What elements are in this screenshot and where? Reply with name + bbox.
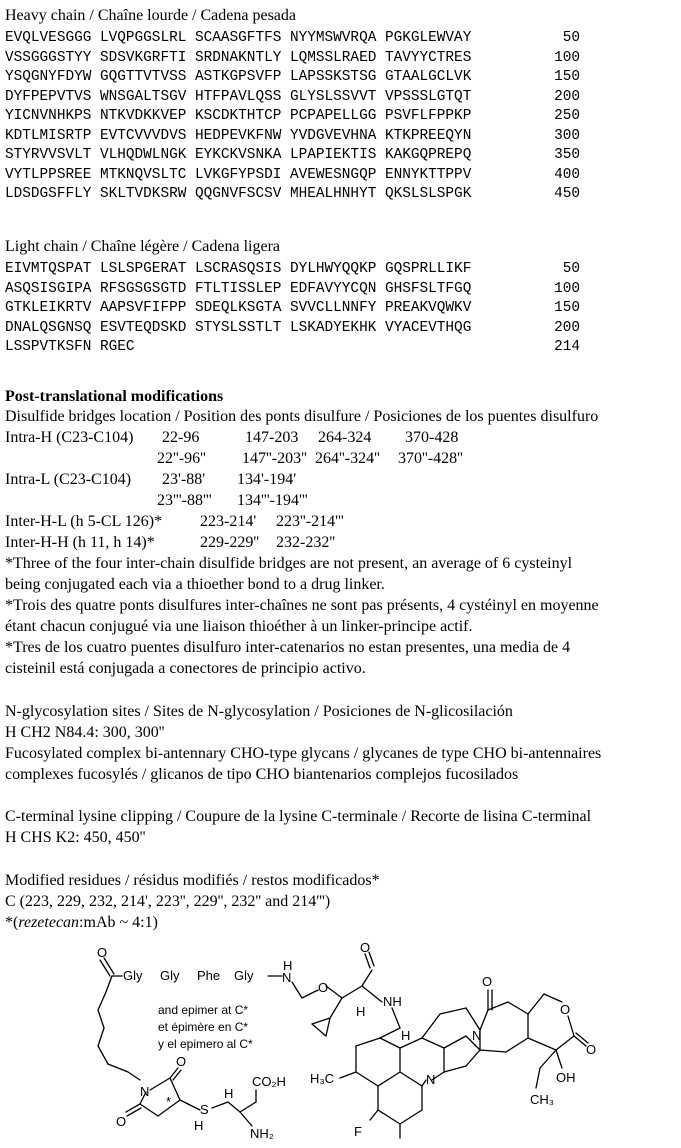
intra-h-pair: 370''-428'' bbox=[398, 450, 463, 467]
sequence-residues: STYRVVSVLT VLHQDWLNGK EYKCKVSNKA LPAPIEKTIS KAKGQPREPQ bbox=[5, 147, 472, 163]
heavy-chain-sequence bbox=[5, 29, 580, 205]
ratio-prefix: *( bbox=[5, 914, 19, 931]
lysine-clipping-sites: H CHS K2: 450, 450'' bbox=[5, 829, 146, 846]
linker-residue: Phe bbox=[197, 968, 221, 983]
heavy-chain-row bbox=[5, 185, 580, 205]
atom-label: H bbox=[356, 1004, 366, 1019]
note-en-line1: *Three of the four inter-chain disulfide bridges are not present, an average of 6 cysteinyl bbox=[5, 555, 573, 572]
atom-label: * bbox=[166, 1094, 172, 1109]
atom-label: O bbox=[482, 974, 493, 989]
note-es-line1: *Tres de los cuatro puentes disulfuro inter-catenarios no estan presentes, una media de 4 bbox=[5, 639, 571, 656]
epimer-note-en: and epimer at C* bbox=[158, 1003, 249, 1017]
intra-h-pair: 264-324 bbox=[318, 429, 372, 446]
intra-h-pair: 264''-324'' bbox=[315, 450, 380, 467]
epimer-note-es: y el epimero al C* bbox=[158, 1037, 253, 1051]
atom-label: O bbox=[586, 1042, 597, 1057]
atom-label: N bbox=[426, 1072, 436, 1087]
heavy-chain-row bbox=[5, 49, 580, 69]
sequence-residues: VSSGGGSTYY SDSVKGRFTI SRDNAKNTLY LQMSSLRAED TAVYYCTRES bbox=[5, 49, 472, 66]
intra-h-pair: 147-203 bbox=[245, 429, 299, 446]
atom-label: O bbox=[116, 1114, 127, 1129]
atom-label: H bbox=[224, 1086, 234, 1101]
heavy-chain-row bbox=[5, 107, 580, 127]
atom-label: H bbox=[283, 958, 293, 973]
atom-label: O bbox=[560, 1002, 571, 1017]
atom-label: N bbox=[282, 970, 292, 985]
sequence-position-number: 200 bbox=[554, 88, 580, 105]
sequence-residues: EIVMTQSPAT LSLSPGERAT LSCRASQSIS DYLHWYQQKP GQSPRLLIKF bbox=[5, 261, 472, 277]
sequence-position-number: 250 bbox=[554, 108, 580, 124]
intra-l-pair: 23'''-88''' bbox=[157, 492, 212, 509]
sequence-position-number: 200 bbox=[554, 319, 580, 336]
sequence-residues: EVQLVESGGG LVQPGGSLRL SCAASGFTFS NYYMSWVRQA PGKGLEWVAY bbox=[5, 30, 472, 46]
modified-residues-list: C (223, 229, 232, 214', 223'', 229'', 232'' and 214''') bbox=[5, 893, 331, 910]
heavy-chain-row bbox=[5, 166, 580, 186]
sequence-residues: ASQSISGIPA RFSGSGSGTD FTLTISSLEP EDFAVYYCQN GHSFSLTFGQ bbox=[5, 280, 472, 297]
epimer-note-fr: et épimère en C* bbox=[158, 1020, 249, 1034]
atom-label: NH bbox=[383, 994, 402, 1009]
note-fr-line1: *Trois des quatre ponts disulfures inter-chaînes ne sont pas présents, 4 cystéinyl en moyenne bbox=[5, 597, 599, 614]
light-chain-row bbox=[5, 299, 580, 319]
light-chain-row bbox=[5, 280, 580, 300]
lysine-clipping-heading: C-terminal lysine clipping / Coupure de la lysine C-terminale / Recorte de lisina C-terminal bbox=[5, 808, 592, 825]
light-chain-heading: Light chain / Chaîne légère / Cadena ligera bbox=[5, 238, 280, 255]
glycan-description-line2: complexes fucosylés / glicanos de tipo CHO biantenarios complejos fucosilados bbox=[5, 766, 519, 783]
heavy-chain-row bbox=[5, 68, 580, 88]
intra-h-pair: 147''-203'' bbox=[242, 450, 307, 467]
intra-h-label: Intra-H (C23-C104) bbox=[5, 429, 134, 446]
atom-label: H bbox=[194, 1118, 204, 1133]
sequence-position-number: 214 bbox=[554, 339, 580, 355]
sequence-position-number: 50 bbox=[562, 261, 580, 277]
intra-h-pair: 22''-96'' bbox=[157, 450, 206, 467]
sequence-position-number: 150 bbox=[554, 300, 580, 316]
linker-residue: Gly bbox=[123, 968, 143, 983]
atom-label: CO₂H bbox=[252, 1074, 286, 1089]
ratio-suffix: :mAb ~ 4:1) bbox=[79, 914, 158, 931]
light-chain-row bbox=[5, 260, 580, 280]
inter-hl-label: Inter-H-L (h 5-CL 126)* bbox=[5, 513, 163, 530]
sequence-position-number: 400 bbox=[554, 166, 580, 183]
sequence-residues: DYFPEPVTVS WNSGALTSGV HTFPAVLQSS GLYSLSSVVT VPSSSLGTQT bbox=[5, 88, 472, 105]
inter-hh-label: Inter-H-H (h 11, h 14)* bbox=[5, 534, 155, 551]
heavy-chain-heading: Heavy chain / Chaîne lourde / Cadena pesada bbox=[5, 7, 296, 24]
glycan-description-line1: Fucosylated complex bi-antennary CHO-type glycans / glycanes de type CHO bi-antennaires bbox=[5, 745, 602, 762]
atom-label: N bbox=[140, 1084, 150, 1099]
heavy-chain-row bbox=[5, 146, 580, 166]
atom-label: CH₃ bbox=[530, 1092, 555, 1107]
linker-residue: Gly bbox=[160, 968, 180, 983]
note-en-line2: being conjugated each via a thioether bond to a drug linker. bbox=[5, 576, 385, 593]
inter-hl-pair: 223''-214''' bbox=[276, 513, 344, 530]
sequence-position-number: 350 bbox=[554, 147, 580, 163]
glycosylation-sites: H CH2 N84.4: 300, 300'' bbox=[5, 724, 165, 741]
sequence-residues: GTKLEIKRTV AAPSVFIFPP SDEQLKSGTA SVVCLLNNFY PREAKVQWKV bbox=[5, 300, 472, 316]
atom-label: NH₂ bbox=[250, 1126, 274, 1141]
drug-antibody-ratio bbox=[5, 913, 158, 933]
sequence-residues: KDTLMISRTP EVTCVVVDVS HEDPEVKFNW YVDGVEVHNA KTKPREEQYN bbox=[5, 127, 472, 144]
glycosylation-heading: N-glycosylation sites / Sites de N-glycosylation / Posiciones de N-glicosilación bbox=[5, 703, 513, 720]
sequence-position-number: 100 bbox=[554, 49, 580, 66]
sequence-position-number: 100 bbox=[554, 280, 580, 297]
heavy-chain-row bbox=[5, 88, 580, 108]
atom-label: H bbox=[401, 1028, 411, 1043]
atom-label: O bbox=[176, 1054, 187, 1069]
intra-l-pair: 134'''-194''' bbox=[237, 492, 308, 509]
sequence-position-number: 450 bbox=[554, 186, 580, 202]
note-es-line2: cisteinil está conjugada a conectores de principio activo. bbox=[5, 660, 366, 677]
ptm-title: Post-translational modifications bbox=[5, 388, 224, 405]
chemical-structure bbox=[0, 940, 681, 1143]
light-chain-sequence bbox=[5, 260, 580, 358]
sequence-residues: LDSDGSFFLY SKLTVDKSRW QQGNVFSCSV MHEALHNHYT QKSLSLSPGK bbox=[5, 186, 472, 202]
sequence-residues: YICNVNHKPS NTKVDKKVEP KSCDKTHTCP PCPAPELLGG PSVFLFPPKP bbox=[5, 108, 472, 124]
sequence-residues: LSSPVTKSFN RGEC bbox=[5, 339, 135, 355]
sequence-position-number: 300 bbox=[554, 127, 580, 144]
atom-label: O bbox=[97, 945, 108, 960]
intra-l-pair: 134'-194' bbox=[237, 471, 297, 488]
inter-hh-pair: 232-232'' bbox=[276, 534, 336, 551]
heavy-chain-row bbox=[5, 29, 580, 49]
atom-label: H₃C bbox=[310, 1071, 335, 1086]
atom-label: N bbox=[472, 1028, 482, 1043]
note-fr-line2: étant chacun conjugué via une liaison thioéther à un linker-principe actif. bbox=[5, 618, 473, 635]
atom-label: O bbox=[318, 980, 329, 995]
intra-h-pair: 22-96 bbox=[162, 429, 200, 446]
light-chain-row bbox=[5, 319, 580, 339]
modified-residues-heading: Modified residues / résidus modifiés / restos modificados* bbox=[5, 872, 380, 889]
sequence-residues: DNALQSGNSQ ESVTEQDSKD STYSLSSTLT LSKADYEKHK VYACEVTHQG bbox=[5, 319, 472, 336]
light-chain-row bbox=[5, 338, 580, 358]
inter-hh-pair: 229-229'' bbox=[200, 534, 260, 551]
intra-l-label: Intra-L (C23-C104) bbox=[5, 471, 132, 488]
structure-drawing bbox=[0, 940, 681, 1143]
intra-l-pair: 23'-88' bbox=[162, 471, 206, 488]
sequence-position-number: 150 bbox=[554, 69, 580, 85]
atom-label: O bbox=[360, 940, 371, 955]
drug-name: rezetecan bbox=[18, 914, 80, 931]
heavy-chain-row bbox=[5, 127, 580, 147]
disulfide-heading: Disulfide bridges location / Position des ponts disulfure / Posiciones de los puentes disulfuro bbox=[5, 408, 599, 425]
atom-label: S bbox=[200, 1102, 209, 1117]
intra-h-pair: 370-428 bbox=[405, 429, 459, 446]
inter-hl-pair: 223-214' bbox=[200, 513, 257, 530]
sequence-residues: YSQGNYFDYW GQGTTVTVSS ASTKGPSVFP LAPSSKSTSG GTAALGCLVK bbox=[5, 69, 472, 85]
sequence-residues: VYTLPPSREE MTKNQVSLTC LVKGFYPSDI AVEWESNGQP ENNYKTTPPV bbox=[5, 166, 472, 183]
sequence-position-number: 50 bbox=[562, 30, 580, 46]
linker-residue: Gly bbox=[234, 968, 254, 983]
atom-label: OH bbox=[556, 1070, 576, 1085]
atom-label: F bbox=[354, 1124, 362, 1139]
